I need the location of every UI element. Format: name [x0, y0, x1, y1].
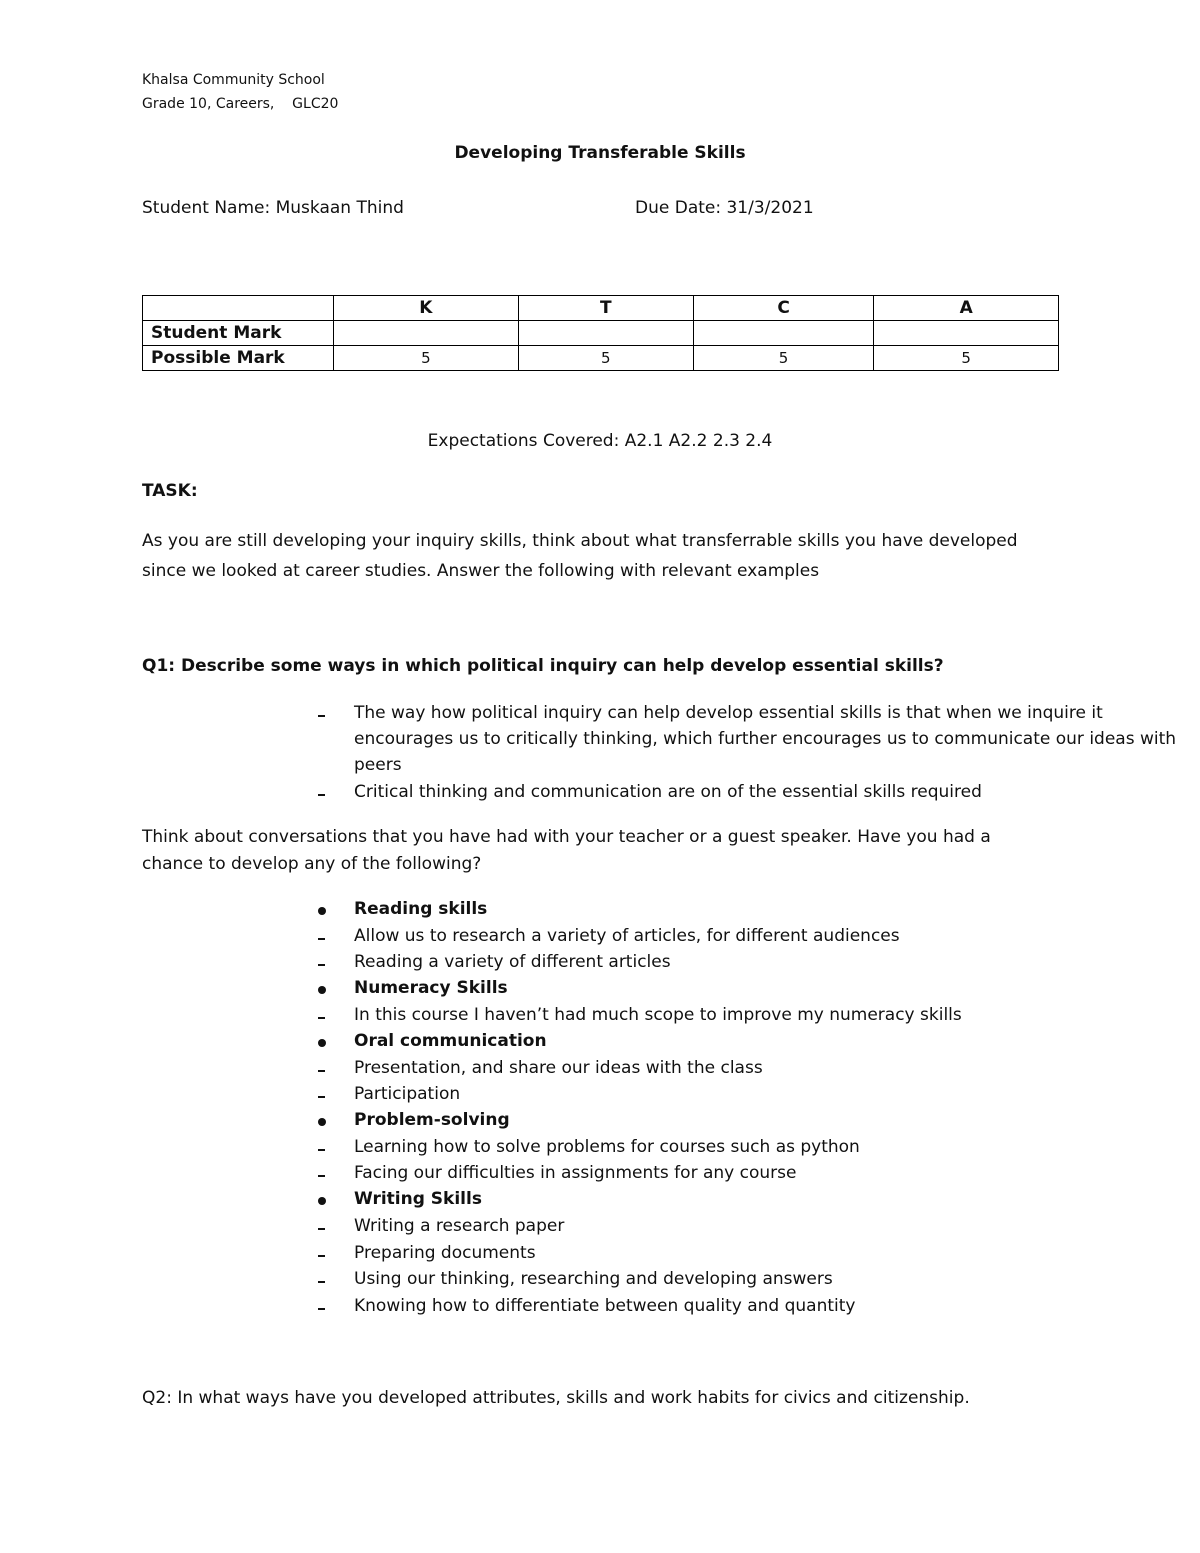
student-mark-k	[334, 321, 519, 346]
q1-answer-1-line-1: The way how political inquiry can help develop essential skills is that when we inquire it	[354, 703, 1103, 723]
bullet-dot-icon	[318, 1189, 328, 1205]
bullet-dot-icon	[318, 1031, 328, 1047]
possible-mark-a: 5	[874, 346, 1059, 371]
skill-heading-text: Numeracy Skills	[354, 978, 508, 998]
dash-bullet-icon	[318, 1296, 328, 1310]
document-title: Developing Transferable Skills	[454, 143, 746, 163]
task-line-1: As you are still developing your inquiry skills, think about what transferrable skills you have developed	[142, 531, 1018, 551]
possible-mark-label: Possible Mark	[143, 346, 334, 371]
student-mark-label: Student Mark	[143, 321, 334, 346]
q1-answer-1-line-2: encourages us to critically thinking, which further encourages us to communicate our ideas with	[354, 729, 1177, 749]
dash-bullet-icon	[318, 1005, 328, 1019]
dash-bullet-icon	[318, 703, 328, 717]
dash-bullet-icon	[318, 1243, 328, 1257]
skill-point-text: Facing our difficulties in assignments for any course	[354, 1163, 797, 1183]
dash-bullet-icon	[318, 1163, 328, 1177]
skill-point-text: Allow us to research a variety of articles, for different audiences	[354, 926, 900, 946]
school-name: Khalsa Community School	[142, 72, 325, 88]
dash-bullet-icon	[318, 1137, 328, 1151]
bullet-dot-icon	[318, 899, 328, 915]
student-name: Student Name: Muskaan Thind	[142, 198, 404, 218]
q2-question: Q2: In what ways have you developed attributes, skills and work habits for civics and citizenship.	[142, 1388, 970, 1408]
skill-point-text: Writing a research paper	[354, 1216, 565, 1236]
skill-point-text: Using our thinking, researching and developing answers	[354, 1269, 833, 1289]
dash-bullet-icon	[318, 926, 328, 940]
skill-point-text: Reading a variety of different articles	[354, 952, 671, 972]
dash-bullet-icon	[318, 1269, 328, 1283]
skill-point-text: In this course I haven’t had much scope to improve my numeracy skills	[354, 1005, 962, 1025]
marks-header-row	[143, 296, 1059, 321]
skill-heading-text: Reading skills	[354, 899, 488, 919]
dash-bullet-icon	[318, 782, 328, 796]
skill-point-text: Presentation, and share our ideas with the class	[354, 1058, 763, 1078]
q1-answer-1-line-3: peers	[354, 755, 402, 775]
skill-heading-text: Writing Skills	[354, 1189, 482, 1209]
skill-heading-text: Oral communication	[354, 1031, 547, 1051]
possible-mark-row	[143, 346, 1059, 371]
skill-point-text: Preparing documents	[354, 1243, 536, 1263]
student-mark-row	[143, 321, 1059, 346]
skill-point-text: Learning how to solve problems for courses such as python	[354, 1137, 860, 1157]
dash-bullet-icon	[318, 1058, 328, 1072]
marks-corner-cell	[143, 296, 334, 321]
due-date: Due Date: 31/3/2021	[635, 198, 814, 218]
possible-mark-k: 5	[334, 346, 519, 371]
marks-table	[142, 295, 1059, 371]
marks-col-k: K	[334, 296, 519, 321]
dash-bullet-icon	[318, 952, 328, 966]
skill-point-text: Knowing how to differentiate between quality and quantity	[354, 1296, 856, 1316]
bullet-dot-icon	[318, 1110, 328, 1126]
expectations-covered: Expectations Covered: A2.1 A2.2 2.3 2.4	[427, 431, 773, 451]
course-info: Grade 10, Careers, GLC20	[142, 96, 339, 112]
task-line-2: since we looked at career studies. Answer the following with relevant examples	[142, 561, 820, 581]
prompt-line-2: chance to develop any of the following?	[142, 854, 482, 874]
possible-mark-c: 5	[693, 346, 873, 371]
task-heading: TASK:	[142, 481, 198, 501]
skill-point-text: Participation	[354, 1084, 461, 1104]
marks-col-c: C	[693, 296, 873, 321]
bullet-dot-icon	[318, 978, 328, 994]
student-mark-t	[518, 321, 693, 346]
student-mark-a	[874, 321, 1059, 346]
dash-bullet-icon	[318, 1084, 328, 1098]
q1-answer-2-line-1: Critical thinking and communication are on of the essential skills required	[354, 782, 982, 802]
skill-heading-text: Problem-solving	[354, 1110, 510, 1130]
marks-col-t: T	[518, 296, 693, 321]
q1-question: Q1: Describe some ways in which political inquiry can help develop essential skills?	[142, 656, 944, 676]
possible-mark-t: 5	[518, 346, 693, 371]
prompt-line-1: Think about conversations that you have had with your teacher or a guest speaker. Have you had a	[142, 827, 991, 847]
marks-col-a: A	[874, 296, 1059, 321]
student-mark-c	[693, 321, 873, 346]
dash-bullet-icon	[318, 1216, 328, 1230]
